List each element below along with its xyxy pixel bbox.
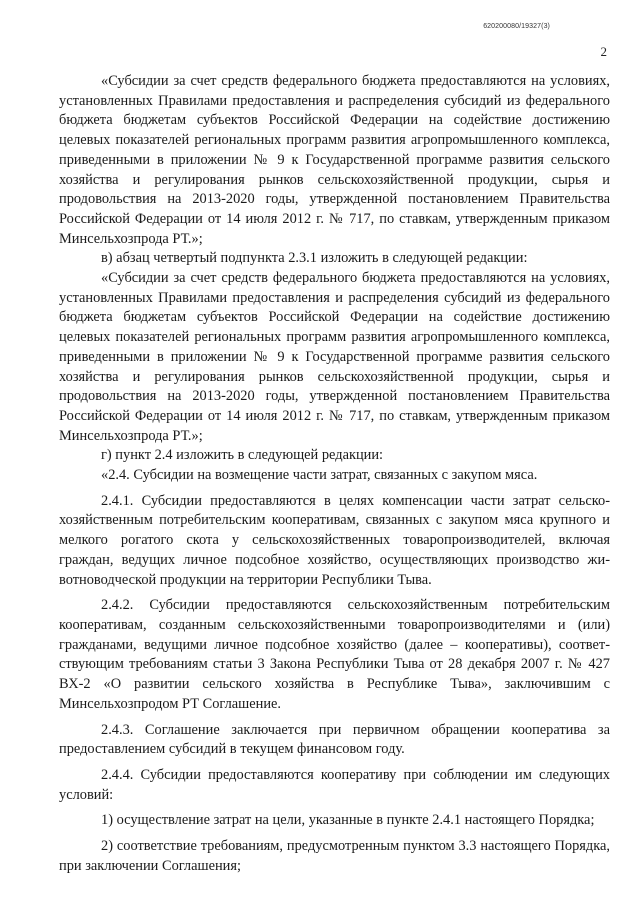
paragraph-item-v: в) абзац четвертый подпункта 2.3.1 изложить в следующей редакции: (101, 250, 528, 267)
paragraph-condition-1: 1) осуществление затрат на цели, указанные в пункте 2.4.1 настоящего Порядка; (101, 812, 595, 829)
document-id: 620200080/19327(3) (483, 23, 550, 30)
document-body (59, 72, 610, 876)
paragraph-quote-subsidies-1: «Субсидии за счет средств федерального бюджета предоставляются на условиях, установленных Правилами предоставления и распределения субсидий из федерального бюджета бюджетам субъектов Российской Федерации на содействие достижению целевых показателей региональных программ развития агропромышленного комплекса, приведенными в приложении № 9 к Государственной программе развития сельского хозяйства и регулирования рынков сельскохозяйственной продукции, сырья и продовольствия на 2013-2020 годы, утвержденной постановлением Правительства Российской Федерации от 14 июля 2012 г. № 717, по ставкам, утвержденным приказом Минсельхозпрода РТ.»; (59, 73, 610, 247)
paragraph-condition-2: 2) соответствие требованиям, предусмотренным пунктом 3.3 настоящего Порядка, при заключении Соглашения; (59, 838, 610, 874)
paragraph-item-g: г) пункт 2.4 изложить в следующей редакции: (101, 447, 384, 464)
paragraph-section-2-4: «2.4. Субсидии на возмещение части затрат, связанных с закупом мяса. (101, 467, 538, 484)
paragraph-section-2-4-1: 2.4.1. Субсидии предоставляются в целях компенсации части затрат сельскохозяйственным потребительским кооперативам, связанных с закупом мяса крупного и мелкого рогатого скота у сельскохозяйственных товаропроизводителей, включая граждан, ведущих личное подсобное хозяйство, осуществляющих производство животноводческой продукции на территории Республики Тыва. (59, 492, 610, 588)
paragraph-section-2-4-4: 2.4.4. Субсидии предоставляются кооперативу при соблюдении им следующих условий: (59, 766, 610, 803)
page-number: 2 (600, 44, 607, 59)
paragraph-section-2-4-3: 2.4.3. Соглашение заключается при первичном обращении кооператива за предоставлением субсидий в текущем финансовом году. (59, 721, 610, 758)
paragraph-quote-subsidies-2: «Субсидии за счет средств федерального бюджета предоставляются на условиях, установленных Правилами предоставления и распределения субсидий из федерального бюджета бюджетам субъектов Российской Федерации на содействие достижению целевых показателей региональных программ развития агропромышленного комплекса, приведенными в приложении № 9 к Государственной программе развития сельского хозяйства и регулирования рынков сельскохозяйственной продукции, сырья и продовольствия на 2013-2020 годы, утвержденной постановлением Правительства Российской Федерации от 14 июля 2012 г. № 717, по ставкам, утвержденным приказом Минсельхозпрода РТ.»; (59, 270, 610, 444)
paragraph-section-2-4-2: 2.4.2. Субсидии предоставляются сельскохозяйственным потребительским кооперативам, созданным сельскохозяйственными товаропроизводителями и (или) гражданами, ведущими личное подсобное хозяйство (далее – кооперативы), соответствующим требованиям статьи 3 Закона Республики Тыва от 28 декабря 2007 г. № 427 ВХ-2 «О развитии сельского хозяйства в Республике Тыва», заключившим с Минсельхозпродом РТ Соглашение. (59, 597, 610, 712)
